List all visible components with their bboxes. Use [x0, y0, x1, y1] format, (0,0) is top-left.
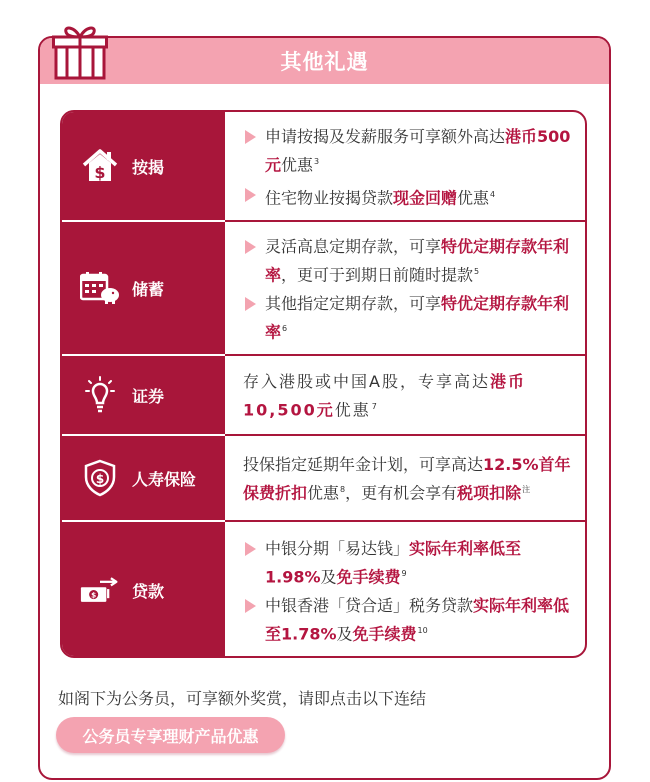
row-category: $ 按揭 [62, 112, 225, 220]
offer-bullet [243, 234, 571, 287]
offer-text [243, 452, 571, 505]
footnote-ref: 注 [522, 485, 531, 495]
offer-text-segment: 优惠 [307, 483, 340, 503]
offer-bullet [243, 124, 571, 177]
offer-text-segment: 存入港股或中国A股，专享高达 [243, 372, 490, 392]
highlight-text: 特优定期存款年利率 [265, 294, 570, 342]
shield-dollar-icon [80, 458, 120, 498]
highlight-text: 港币10,500元 [243, 372, 526, 420]
civil-servant-offers-button[interactable]: 公务员专享理财产品优惠 [56, 717, 285, 753]
card-title: 其他礼遇 [280, 50, 369, 74]
row-category: $ 贷款 [62, 522, 225, 658]
offer-bullet [243, 182, 571, 210]
row-category: 储蓄 [62, 222, 225, 354]
offer-text-segment: 中银分期「易达钱」 [265, 538, 410, 558]
footnote-ref: 9 [401, 568, 407, 578]
footnote-ref: 4 [490, 189, 496, 199]
row-details [225, 436, 585, 520]
offer-text-segment: 住宅物业按揭贷款 [265, 187, 394, 207]
offer-text-segment: 其他指定定期存款，可享 [265, 294, 442, 313]
civil-servant-note: 如阁下为公务员，可享额外奖赏，请即点击以下连结 [58, 689, 427, 708]
offer-bullet [243, 593, 571, 646]
offer-text-segment: 优惠 [334, 400, 371, 420]
offer-bullet [243, 291, 571, 344]
offer-text-segment: 及 [320, 567, 337, 586]
offer-text-segment: 及 [336, 624, 353, 644]
offer-row-loans [62, 522, 585, 658]
card-header [40, 38, 609, 84]
offer-text-segment: 优惠 [281, 155, 314, 175]
row-category: $ 人寿保险 [62, 436, 225, 520]
row-details [225, 356, 585, 434]
svg-text:$: $ [91, 590, 97, 600]
row-details [225, 222, 585, 354]
house-dollar-icon [80, 146, 120, 186]
calendar-piggy-icon [80, 268, 120, 308]
highlight-text: 现金回赠 [393, 187, 458, 207]
footnote-ref: 7 [371, 402, 379, 412]
offer-row-life-insurance [62, 436, 585, 520]
lightbulb-icon [80, 375, 120, 415]
offer-text-segment: 灵活高息定期存款，可享 [265, 236, 442, 256]
footnote-ref: 5 [474, 266, 480, 276]
offer-text-segment: 中银香港「贷合适」税务贷款 [265, 596, 474, 615]
offers-table [60, 110, 587, 658]
highlight-text: 税项扣除 [457, 483, 522, 503]
offer-text-segment: 投保指定延期年金计划，可享高达 [243, 455, 484, 475]
gift-icon [52, 22, 108, 80]
offer-row-mortgage [62, 112, 585, 220]
offer-text-segment: 优惠 [457, 187, 490, 207]
footnote-ref: 3 [314, 157, 320, 167]
offer-text-segment: ，更有机会享有 [345, 483, 458, 503]
row-details [225, 112, 585, 220]
offer-row-securities [62, 356, 585, 434]
highlight-text: 免手续费 [336, 567, 401, 586]
highlight-text: 港币500元 [265, 127, 571, 175]
footnote-ref: 8 [340, 485, 346, 495]
footnote-ref: 6 [282, 324, 288, 333]
highlight-text: 实际年利率低至1.98% [265, 538, 522, 586]
svg-text:$: $ [95, 472, 105, 486]
offer-text-segment: 申请按揭及发薪服务可享额外高达 [265, 127, 506, 147]
cash-transfer-icon [80, 570, 120, 610]
highlight-text: 实际年利率低至1.78% [265, 596, 570, 644]
offer-row-savings [62, 222, 585, 354]
offer-bullet [243, 536, 571, 589]
offer-text-segment: ，更可于到期日前随时提款 [281, 265, 474, 284]
footnote-ref: 10 [417, 626, 428, 635]
highlight-text: 12.5%首年保费折扣 [243, 455, 571, 503]
row-details [225, 522, 585, 658]
row-category: 证券 [62, 356, 225, 434]
offer-text [243, 369, 571, 422]
highlight-text: 特优定期存款年利率 [265, 236, 570, 284]
highlight-text: 免手续费 [352, 624, 417, 644]
svg-text:$: $ [94, 163, 106, 182]
